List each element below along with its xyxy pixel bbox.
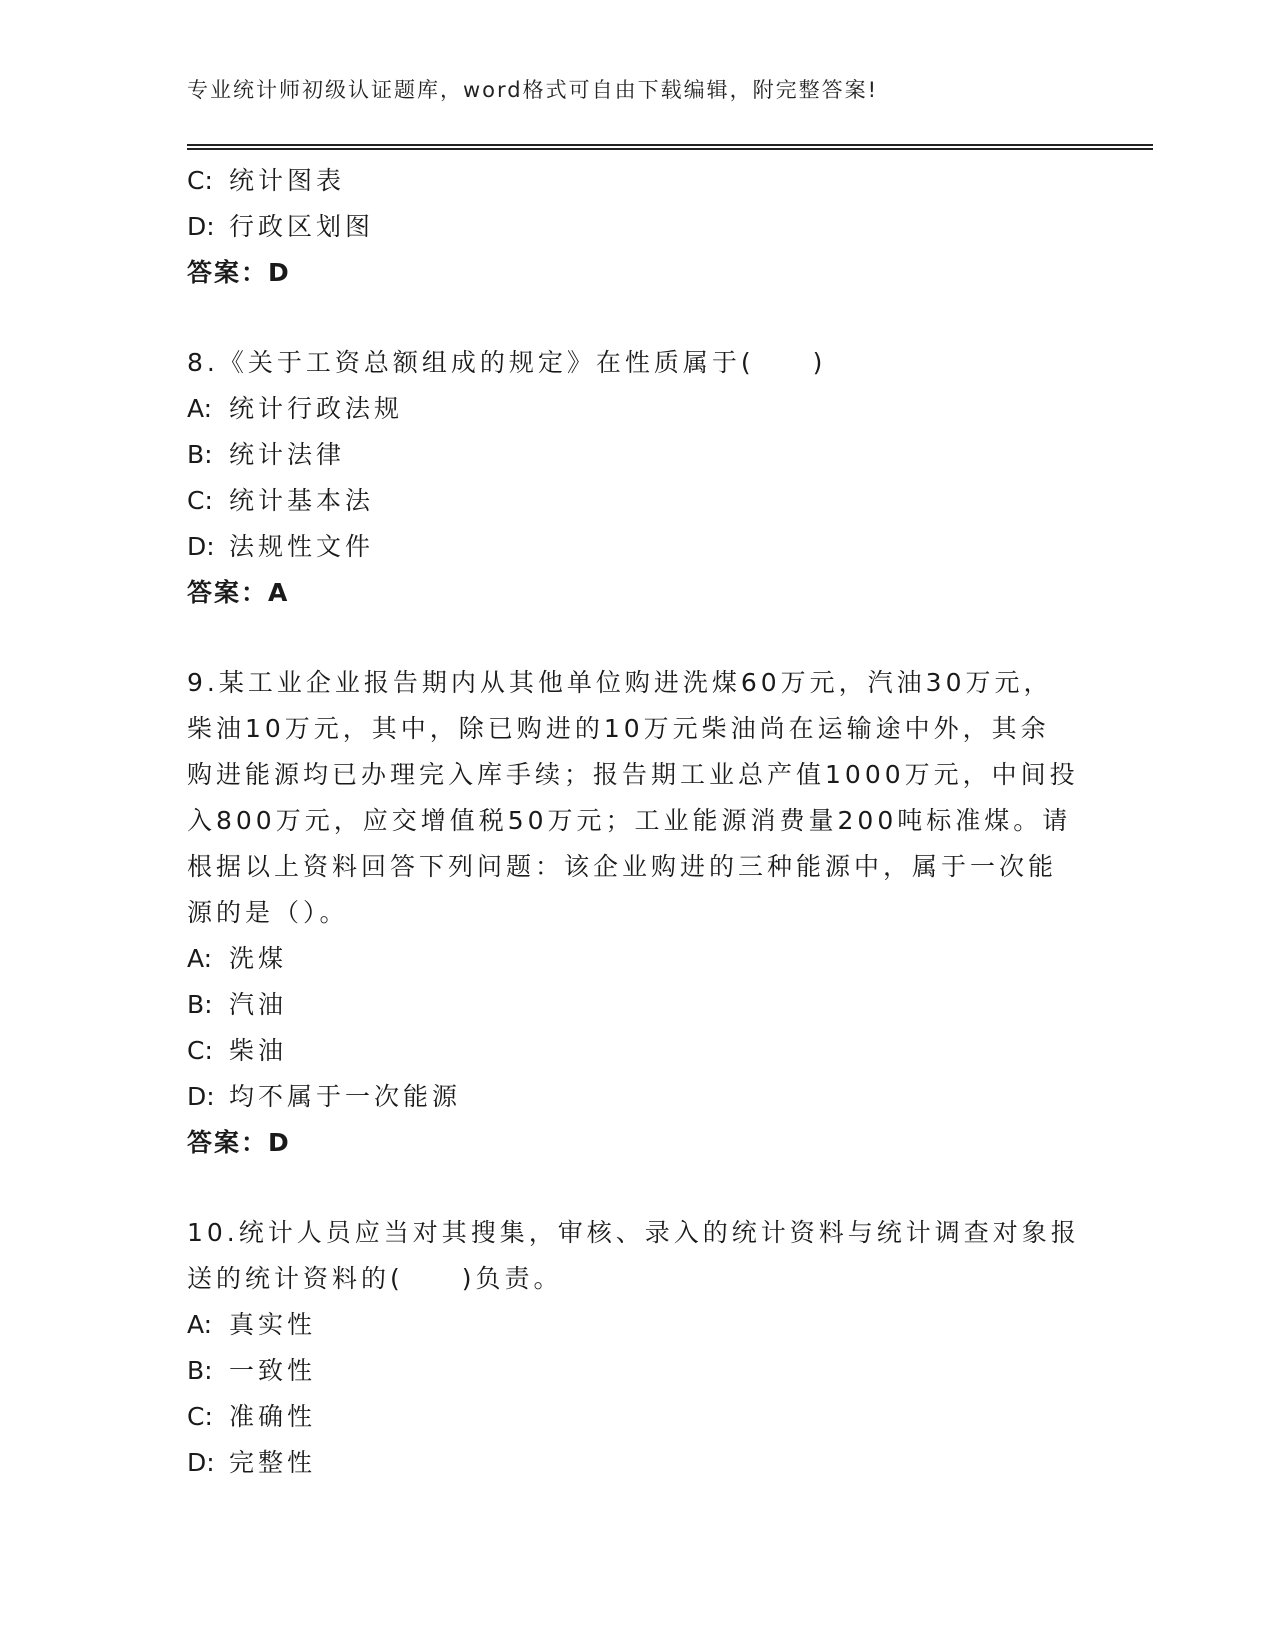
option-d: D: 完整性	[187, 1448, 317, 1477]
option-c: C: 准确性	[187, 1402, 317, 1431]
option-a: A: 统计行政法规	[187, 394, 404, 423]
question-stem: 9.某工业企业报告期内从其他单位购进洗煤60万元，汽油30万元， 柴油10万元，其中，除已购进的10万元柴油尚在运输途中外，其余 购进能源均已办理完入库手续；报告期工业总产值1000万元，中间投 入800万元，应交增值税50万元；工业能源消费量200吨标准煤。请 根据以上资料回答下列问题：该企业购进的三种能源中，属于一次能 源的是（）。	[187, 668, 1079, 927]
header-rule-bottom	[187, 148, 1153, 150]
question-stem: 10.统计人员应当对其搜集，审核、录入的统计资料与统计调查对象报 送的统计资料的( )负责。	[187, 1218, 1080, 1293]
option-b: B: 一致性	[187, 1356, 317, 1385]
option-d: D: 法规性文件	[187, 532, 375, 561]
question-10	[187, 1210, 1087, 1486]
option-d: D: 行政区划图	[187, 212, 375, 241]
answer-line: 答案：D	[187, 1128, 291, 1157]
option-c: C: 统计图表	[187, 166, 346, 195]
page-header: 专业统计师初级认证题库，word格式可自由下载编辑，附完整答案!	[187, 78, 879, 102]
option-c: C: 柴油	[187, 1036, 288, 1065]
header-rule-top	[187, 144, 1153, 146]
question-content	[187, 158, 1087, 1486]
question-7-tail	[187, 158, 1087, 296]
answer-line: 答案：A	[187, 578, 290, 607]
option-b: B: 统计法律	[187, 440, 346, 469]
question-stem: 8.《关于工资总额组成的规定》在性质属于( )	[187, 348, 827, 377]
question-9	[187, 660, 1087, 1166]
option-b: B: 汽油	[187, 990, 288, 1019]
option-d: D: 均不属于一次能源	[187, 1082, 462, 1111]
option-a: A: 真实性	[187, 1310, 317, 1339]
option-c: C: 统计基本法	[187, 486, 375, 515]
option-a: A: 洗煤	[187, 944, 288, 973]
answer-line: 答案：D	[187, 258, 291, 287]
question-8	[187, 340, 1087, 616]
